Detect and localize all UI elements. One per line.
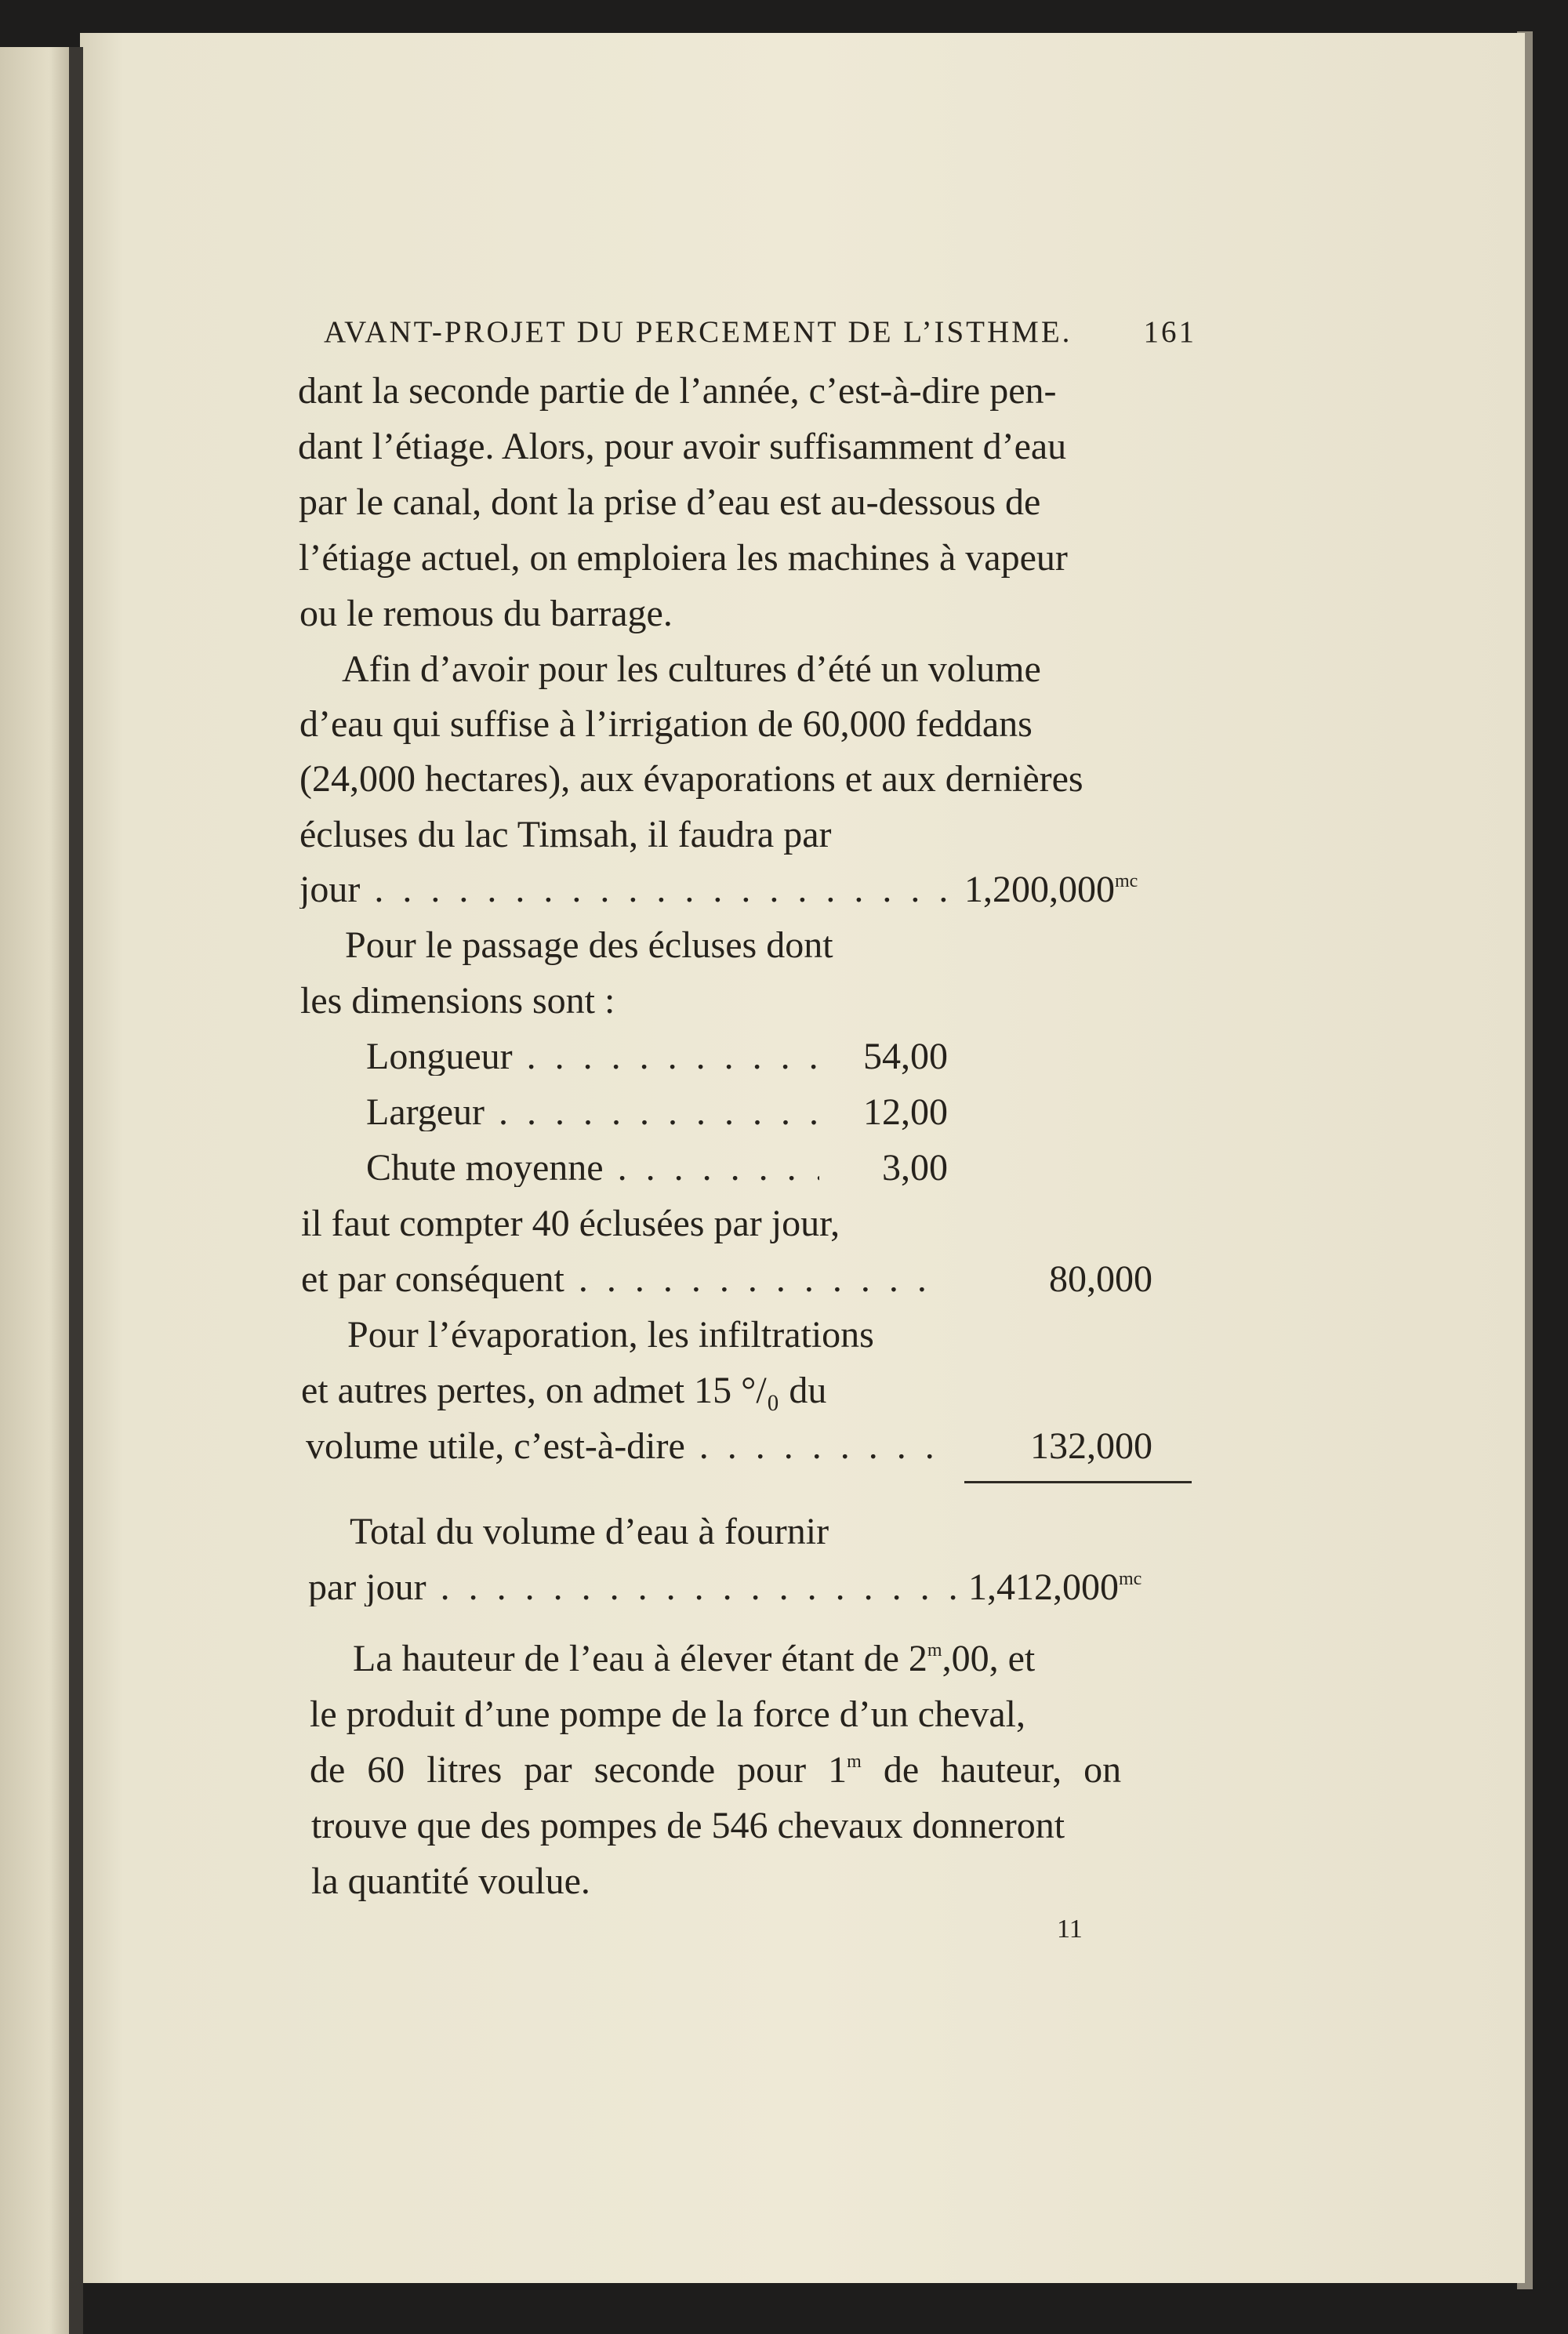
dimension-label: Chute moyenne . . .: [366, 1149, 819, 1187]
text-line: ou le remous du barrage.: [299, 593, 673, 634]
text-line: [353, 1640, 1200, 1678]
sum-rule: [964, 1481, 1192, 1483]
row-value: [968, 1566, 1199, 1608]
text-line: il faut compter 40 éclusées par jour,: [301, 1203, 840, 1244]
row-label: par jour . . .: [308, 1569, 965, 1606]
unit-superscript: mc: [1115, 871, 1138, 891]
signature-mark: 11: [1057, 1915, 1083, 1944]
water-volume-row: [299, 871, 1190, 918]
row-value: [964, 871, 1190, 909]
page-number: 161: [1143, 315, 1196, 349]
text-line: le produit d’une pompe de la force d’un cheval,: [310, 1693, 1025, 1735]
dimension-label: Largeur . . .: [366, 1094, 819, 1131]
row-value: 132,000: [1030, 1425, 1152, 1467]
dimension-value: 3,00: [882, 1147, 948, 1189]
dimension-row: [366, 1038, 948, 1085]
text-line: (24,000 hectares), aux évaporations et aux dernières: [299, 758, 1083, 800]
dimension-label: Longueur . . .: [366, 1038, 819, 1076]
row-value-number: 1,412,000: [968, 1566, 1119, 1608]
lock-water-row: [301, 1258, 1152, 1308]
text-line: dant la seconde partie de l’année, c’est-à-dire pen-: [298, 370, 1057, 412]
text-line: Pour le passage des écluses dont: [345, 924, 833, 966]
text-line: et autres pertes, on admet 15 °/₀ du: [301, 1370, 827, 1411]
row-value: 80,000: [1049, 1258, 1152, 1300]
text-line: trouve que des pompes de 546 chevaux donneront: [311, 1805, 1065, 1846]
text-line: Total du volume d’eau à fournir: [350, 1511, 829, 1552]
text-line: les dimensions sont :: [300, 980, 615, 1022]
row-value-number: 1,200,000: [964, 869, 1115, 910]
text-line: d’eau qui suffise à l’irrigation de 60,000 feddans: [299, 703, 1033, 745]
unit-superscript: m: [927, 1640, 942, 1661]
text-line: l’étiage actuel, on emploiera les machines à vapeur: [299, 537, 1068, 579]
text-segment: La hauteur de l’eau à élever étant de 2$^m$,00, et: [353, 1638, 1036, 1679]
text-line: dant l’étiage. Alors, pour avoir suffisamment d’eau: [298, 426, 1067, 467]
row-label: jour . . .: [299, 871, 958, 909]
dimension-row: [366, 1091, 948, 1141]
running-head-title: AVANT-PROJET DU PERCEMENT DE L’ISTHME.: [324, 315, 1073, 349]
dimension-row: [366, 1149, 948, 1196]
unit-superscript: mc: [1119, 1569, 1142, 1589]
dimension-value: 12,00: [863, 1091, 948, 1133]
text-line: de 60 litres par seconde pour 1$^m$ de hauteur, on: [310, 1749, 1122, 1791]
text-line: la quantité voulue.: [311, 1860, 590, 1902]
text-line: Pour l’évaporation, les infiltrations: [347, 1314, 874, 1356]
row-label: et par conséquent . . .: [301, 1261, 947, 1298]
dimension-value: 54,00: [863, 1036, 948, 1077]
evaporation-row: [306, 1425, 1152, 1475]
unit-superscript: m: [847, 1751, 862, 1772]
row-label: volume utile, c’est-à-dire . . .: [306, 1428, 949, 1465]
text-line: écluses du lac Timsah, il faudra par: [299, 814, 832, 855]
total-row: [308, 1566, 1199, 1616]
text-line: Afin d’avoir pour les cultures d’été un volume: [342, 648, 1041, 690]
running-head: [324, 317, 1196, 347]
text-line: par le canal, dont la prise d’eau est au-dessous de: [299, 481, 1041, 523]
